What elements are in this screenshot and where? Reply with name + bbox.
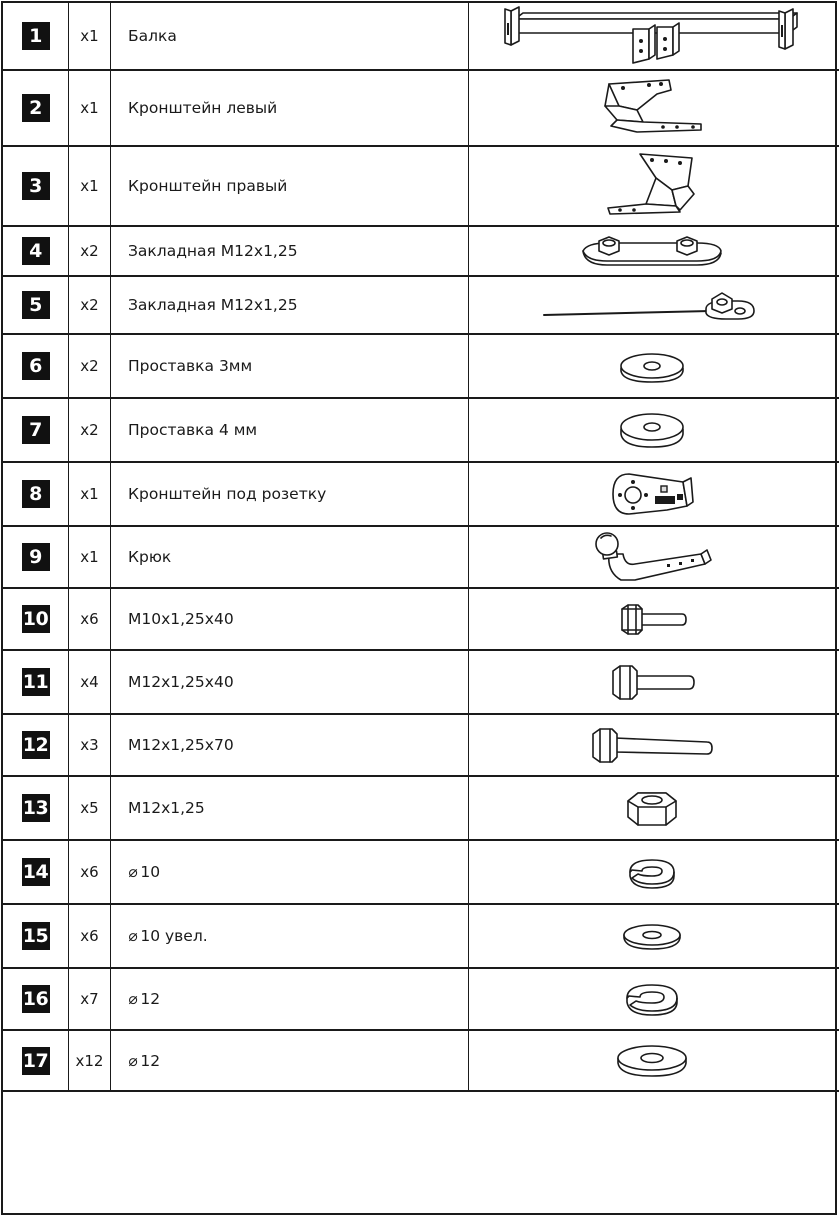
name-cell	[111, 1031, 469, 1090]
spacer-3mm-icon	[617, 344, 687, 388]
item-number: 4	[22, 237, 50, 265]
item-name: Балка	[128, 27, 177, 45]
item-quantity: x2	[80, 242, 99, 260]
item-number-cell	[3, 589, 69, 649]
quantity-cell	[69, 841, 111, 903]
item-number-cell	[3, 715, 69, 775]
illustration-cell	[469, 527, 835, 587]
parts-row	[3, 277, 839, 335]
name-cell	[111, 3, 469, 69]
item-quantity: x6	[80, 863, 99, 881]
quantity-cell	[69, 1031, 111, 1090]
item-number-cell	[3, 147, 69, 225]
quantity-cell	[69, 399, 111, 461]
illustration-cell	[469, 905, 835, 967]
quantity-cell	[69, 651, 111, 713]
item-number: 1	[22, 22, 50, 50]
item-name: Крюк	[128, 548, 172, 566]
spacer-4mm-icon	[617, 407, 687, 453]
name-cell	[111, 841, 469, 903]
item-number-cell	[3, 3, 69, 69]
item-number-cell	[3, 1031, 69, 1090]
item-quantity: x1	[80, 177, 99, 195]
item-quantity: x1	[80, 27, 99, 45]
item-quantity: x12	[75, 1051, 104, 1070]
illustration-cell	[469, 969, 835, 1029]
illustration-cell	[469, 227, 835, 275]
quantity-cell	[69, 589, 111, 649]
item-number: 6	[22, 352, 50, 380]
name-cell	[111, 715, 469, 775]
item-name: Кронштейн левый	[128, 99, 278, 117]
item-name: М12х1,25х70	[128, 736, 234, 754]
item-quantity: x2	[80, 421, 99, 439]
bolt-m12x40-icon	[607, 662, 697, 702]
item-number: 13	[22, 794, 50, 822]
item-name: М12х1,25х40	[128, 673, 234, 691]
parts-row	[3, 463, 839, 527]
item-name: Кронштейн правый	[128, 177, 288, 195]
item-name: Проставка 3мм	[128, 357, 253, 375]
tow-beam-icon	[497, 5, 807, 67]
item-quantity: x1	[80, 99, 99, 117]
quantity-cell	[69, 777, 111, 839]
item-quantity: x2	[80, 296, 99, 314]
item-quantity: x5	[80, 799, 99, 817]
parts-row	[3, 335, 839, 399]
item-number: 10	[22, 605, 50, 633]
quantity-cell	[69, 147, 111, 225]
illustration-cell	[469, 777, 835, 839]
right-bracket-icon	[602, 150, 702, 222]
parts-row	[3, 527, 839, 589]
item-quantity: x6	[80, 610, 99, 628]
diameter-symbol: ⌀	[128, 927, 138, 945]
quantity-cell	[69, 969, 111, 1029]
item-name: Кронштейн под розетку	[128, 485, 327, 503]
item-quantity: x2	[80, 357, 99, 375]
item-number: 17	[22, 1047, 50, 1075]
diameter-symbol: ⌀	[128, 863, 138, 881]
name-cell	[111, 905, 469, 967]
illustration-cell	[469, 71, 835, 145]
parts-row	[3, 399, 839, 463]
item-number-cell	[3, 71, 69, 145]
item-quantity: x7	[80, 990, 99, 1008]
item-number-cell	[3, 335, 69, 397]
empty-notes-area	[3, 1092, 839, 1213]
illustration-cell	[469, 841, 835, 903]
name-cell	[111, 527, 469, 587]
item-number-cell	[3, 277, 69, 333]
illustration-cell	[469, 1031, 835, 1090]
parts-row	[3, 905, 839, 969]
item-number: 16	[22, 985, 50, 1013]
illustration-cell	[469, 147, 835, 225]
name-cell	[111, 589, 469, 649]
parts-row	[3, 1031, 839, 1092]
name-cell	[111, 969, 469, 1029]
item-number: 15	[22, 922, 50, 950]
item-name: 12	[140, 1051, 161, 1070]
name-cell	[111, 227, 469, 275]
spring-washer-10-icon	[624, 854, 680, 890]
parts-row	[3, 227, 839, 277]
item-name: Закладная М12х1,25	[128, 296, 298, 314]
name-cell	[111, 147, 469, 225]
bolt-m12x70-icon	[587, 725, 717, 765]
illustration-cell	[469, 651, 835, 713]
parts-row	[3, 3, 839, 71]
quantity-cell	[69, 3, 111, 69]
item-number-cell	[3, 651, 69, 713]
item-name: 10	[140, 863, 161, 881]
item-quantity: x6	[80, 927, 99, 945]
name-cell	[111, 71, 469, 145]
left-bracket-icon	[597, 76, 707, 140]
item-quantity: x1	[80, 548, 99, 566]
parts-row	[3, 651, 839, 715]
parts-row	[3, 715, 839, 777]
item-number: 5	[22, 291, 50, 319]
item-number: 12	[22, 731, 50, 759]
name-cell	[111, 463, 469, 525]
item-number-cell	[3, 905, 69, 967]
item-number-cell	[3, 227, 69, 275]
name-cell	[111, 399, 469, 461]
item-name: Закладная М12х1,25	[128, 242, 298, 260]
flat-washer-10-large-icon	[620, 919, 684, 953]
parts-list-table	[1, 1, 837, 1215]
hex-nut-icon	[622, 787, 682, 829]
quantity-cell	[69, 715, 111, 775]
name-cell	[111, 277, 469, 333]
item-number: 14	[22, 858, 50, 886]
illustration-cell	[469, 463, 835, 525]
item-number-cell	[3, 777, 69, 839]
embedded-nut-wire-icon	[542, 285, 762, 325]
tow-hook-icon	[587, 528, 717, 586]
item-number-cell	[3, 841, 69, 903]
item-number-cell	[3, 399, 69, 461]
parts-row	[3, 71, 839, 147]
spring-washer-12-icon	[621, 980, 683, 1018]
item-name: М12х1,25	[128, 799, 205, 817]
item-name: 10 увел.	[140, 927, 208, 945]
item-number: 3	[22, 172, 50, 200]
item-name: М10х1,25х40	[128, 610, 234, 628]
embedded-plate-icon	[577, 231, 727, 271]
socket-bracket-icon	[607, 468, 697, 520]
bolt-m10x40-icon	[616, 601, 688, 637]
diameter-symbol: ⌀	[128, 1051, 138, 1070]
parts-row	[3, 969, 839, 1031]
illustration-cell	[469, 277, 835, 333]
parts-row	[3, 777, 839, 841]
parts-row	[3, 841, 839, 905]
illustration-cell	[469, 335, 835, 397]
quantity-cell	[69, 227, 111, 275]
item-number: 9	[22, 543, 50, 571]
item-name: Проставка 4 мм	[128, 421, 258, 439]
quantity-cell	[69, 527, 111, 587]
diameter-symbol: ⌀	[128, 990, 138, 1008]
name-cell	[111, 651, 469, 713]
item-number-cell	[3, 969, 69, 1029]
illustration-cell	[469, 715, 835, 775]
name-cell	[111, 335, 469, 397]
parts-row	[3, 147, 839, 227]
item-quantity: x4	[80, 673, 99, 691]
item-quantity: x3	[80, 736, 99, 754]
item-number: 11	[22, 668, 50, 696]
quantity-cell	[69, 335, 111, 397]
quantity-cell	[69, 71, 111, 145]
item-number: 8	[22, 480, 50, 508]
item-quantity: x1	[80, 485, 99, 503]
item-number: 7	[22, 416, 50, 444]
parts-row	[3, 589, 839, 651]
illustration-cell	[469, 589, 835, 649]
flat-washer-12-icon	[614, 1040, 690, 1082]
item-number-cell	[3, 463, 69, 525]
item-number: 2	[22, 94, 50, 122]
illustration-cell	[469, 3, 835, 69]
item-name: 12	[140, 990, 161, 1008]
item-number-cell	[3, 527, 69, 587]
illustration-cell	[469, 399, 835, 461]
quantity-cell	[69, 277, 111, 333]
name-cell	[111, 777, 469, 839]
quantity-cell	[69, 463, 111, 525]
quantity-cell	[69, 905, 111, 967]
